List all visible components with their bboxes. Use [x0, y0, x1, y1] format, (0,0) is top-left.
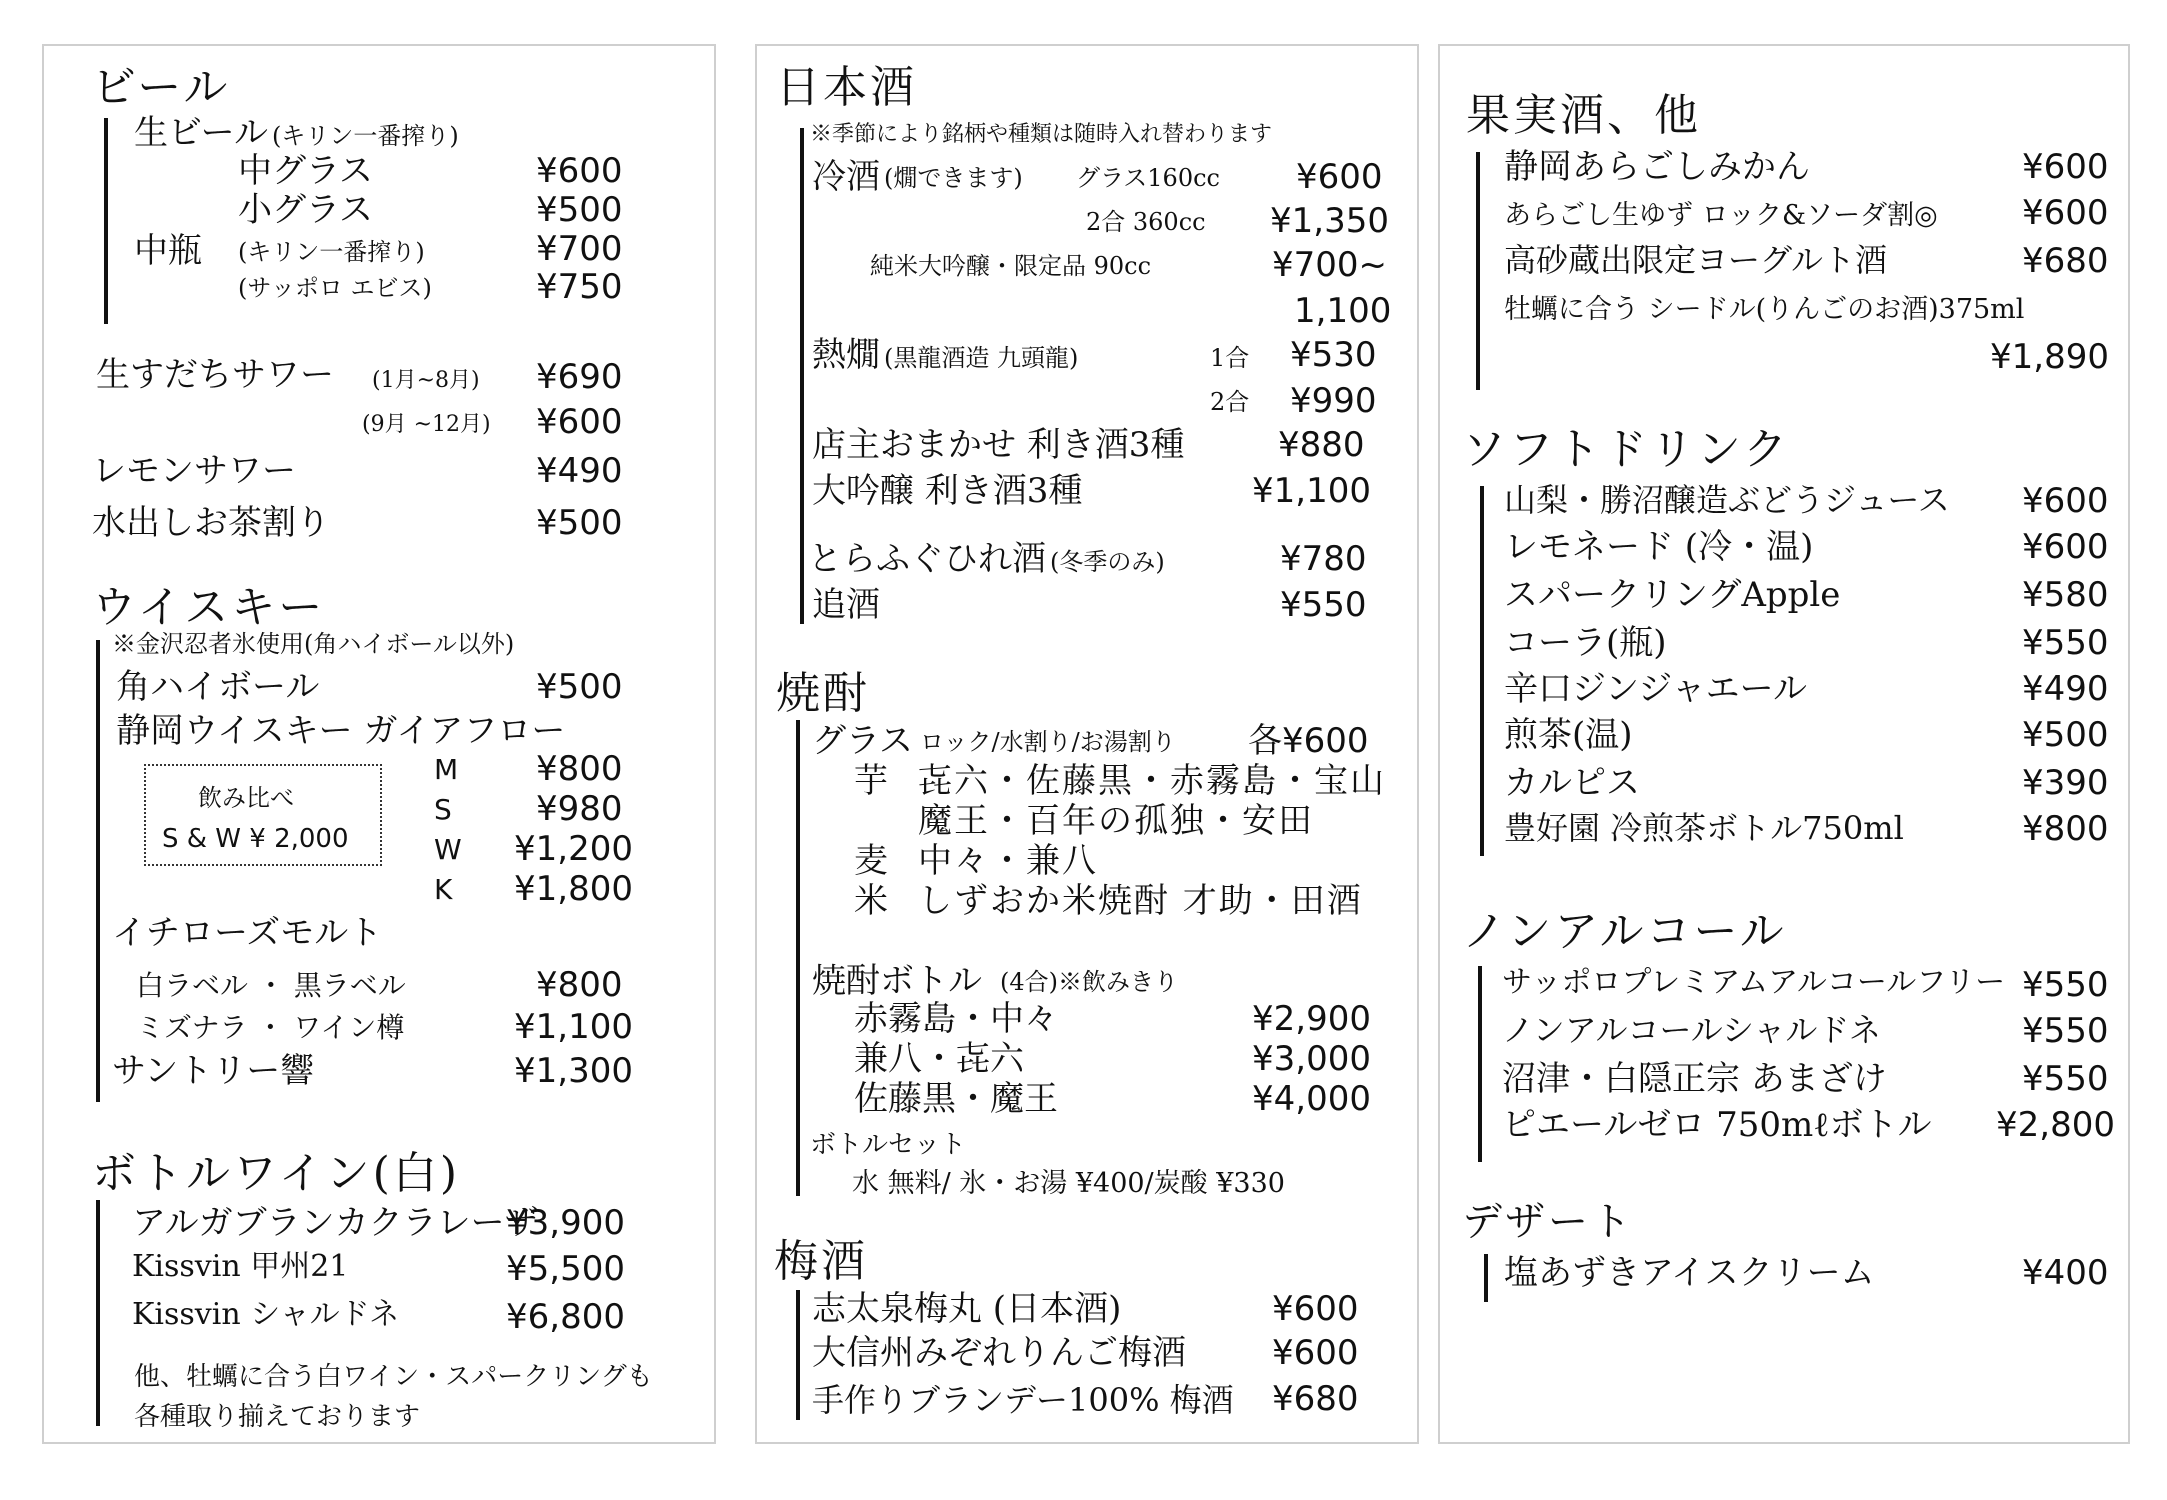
- item-name: グラス: [812, 721, 913, 761]
- item-detail: 㐂六・佐藤黒・赤霧島・宝山: [918, 761, 1386, 801]
- item-category: 芋: [854, 761, 888, 801]
- item-price: ¥600: [2022, 481, 2109, 521]
- item-price: ¥600: [1272, 1289, 1359, 1329]
- item-price: ¥2,900: [1252, 999, 1371, 1039]
- item-note: (黒龍酒造 九頭龍): [884, 344, 1079, 372]
- section-title-umeshu: 梅酒: [774, 1236, 868, 1287]
- item-name: 焼酎ボトル: [812, 961, 982, 1001]
- item-price: ¥800: [2022, 809, 2109, 849]
- item-price: ¥490: [536, 451, 623, 491]
- section-bar: [104, 118, 108, 324]
- item-name: 熱燗: [812, 335, 880, 375]
- item-note: (4合)※飲みきり: [1000, 968, 1178, 996]
- item-price: ¥990: [1290, 381, 1377, 421]
- item-price: ¥600: [2022, 193, 2109, 233]
- item-price: ¥550: [2022, 623, 2109, 663]
- item-name: 静岡ウイスキー ガイアフロー: [116, 711, 566, 751]
- item-name: 生すだちサワー: [96, 355, 334, 395]
- item-price-continued: 1,100: [1294, 291, 1392, 331]
- item-name: 小グラス: [238, 190, 373, 230]
- item-name: 中瓶: [134, 231, 202, 271]
- item-detail: しずおか米焼酎 才助・田酒: [918, 881, 1363, 921]
- item-note: ロック/水割り/お湯割り: [920, 728, 1176, 756]
- section-bar: [96, 640, 100, 1102]
- wine-footnote: 他、牡蠣に合う白ワイン・スパークリングも: [134, 1362, 653, 1392]
- item-name: ミズナラ ・ ワイン樽: [136, 1011, 405, 1044]
- item-size: グラス160cc: [1076, 164, 1220, 192]
- section-bar: [1480, 486, 1484, 856]
- item-price: ¥6,800: [506, 1297, 625, 1337]
- section-bar: [796, 1290, 800, 1420]
- item-name: アルガブランカクラレーザ: [132, 1203, 539, 1243]
- item-name: 水出しお茶割り: [92, 503, 330, 543]
- item-size: 2合: [1210, 388, 1250, 416]
- item-price: ¥490: [2022, 669, 2109, 709]
- item-price: ¥3,000: [1252, 1039, 1371, 1079]
- item-name: ピエールゼロ 750mℓボトル: [1502, 1105, 1932, 1145]
- item-name: Kissvin 甲州21: [132, 1249, 349, 1284]
- item-price: ¥1,100: [1252, 471, 1371, 511]
- item-price: ¥500: [536, 667, 623, 707]
- item-name: とらふぐひれ酒: [808, 539, 1046, 579]
- item-price: ¥4,000: [1252, 1079, 1371, 1119]
- item-price: ¥2,800: [1996, 1105, 2115, 1145]
- item-note: (燗できます): [884, 164, 1023, 192]
- item-price: ¥1,300: [514, 1051, 633, 1091]
- bottle-set-detail: 水 無料/ 氷・お湯 ¥400/炭酸 ¥330: [852, 1168, 1285, 1199]
- item-name: 冷酒: [812, 157, 880, 197]
- item-name: 店主おまかせ 利き酒3種: [812, 425, 1185, 465]
- item-price: ¥780: [1280, 539, 1367, 579]
- section-bar: [1478, 966, 1482, 1162]
- item-name: 生ビール: [134, 113, 268, 153]
- item-note: (冬季のみ): [1050, 548, 1165, 576]
- item-price: ¥1,350: [1270, 201, 1389, 241]
- item-price: ¥700: [536, 229, 623, 269]
- section-bar: [96, 1200, 100, 1426]
- item-name: サントリー響: [112, 1051, 315, 1091]
- item-price: ¥1,100: [514, 1007, 633, 1047]
- item-name: 高砂蔵出限定ヨーグルト酒: [1504, 241, 1888, 279]
- item-price: ¥880: [1278, 425, 1365, 465]
- item-name: 兼八・㐂六: [854, 1039, 1024, 1079]
- item-price: ¥500: [2022, 715, 2109, 755]
- item-name: 大信州みぞれりんご梅酒: [812, 1333, 1186, 1373]
- item-note: (9月 ~12月): [362, 412, 491, 437]
- item-price: ¥550: [2022, 1011, 2109, 1051]
- item-name: レモンサワー: [92, 451, 296, 491]
- item-price: ¥690: [536, 357, 623, 397]
- item-name: ノンアルコールシャルドネ: [1502, 1011, 1882, 1049]
- item-price: ¥580: [2022, 575, 2109, 615]
- item-size: 2合 360cc: [1086, 208, 1206, 236]
- item-price: ¥390: [2022, 763, 2109, 803]
- item-name: 沼津・白隠正宗 あまざけ: [1502, 1059, 1887, 1099]
- item-note: (キリン一番搾り): [272, 122, 459, 150]
- item-price: ¥1,890: [1990, 337, 2109, 377]
- section-title-dessert: デザート: [1462, 1199, 1634, 1245]
- section-bar: [800, 128, 804, 624]
- tasting-set-price: S & W ¥ 2,000: [162, 824, 349, 854]
- section-note: ※金沢忍者氷使用(角ハイボール以外): [112, 630, 515, 658]
- item-price: ¥5,500: [506, 1249, 625, 1289]
- section-bar: [1476, 152, 1480, 390]
- item-name: 静岡あらごしみかん: [1504, 147, 1810, 187]
- item-size: 純米大吟醸・限定品 90cc: [870, 252, 1152, 280]
- item-note: (サッポロ エビス): [238, 274, 432, 302]
- item-price: ¥800: [536, 749, 623, 789]
- item-name: コーラ(瓶): [1504, 623, 1667, 663]
- item-note: (1月~8月): [372, 368, 480, 393]
- item-name: レモネード (冷・温): [1504, 527, 1814, 567]
- item-price: ¥700~: [1272, 245, 1388, 285]
- item-name: 手作りブランデー100% 梅酒: [812, 1381, 1234, 1419]
- item-price: ¥550: [2022, 1059, 2109, 1099]
- item-name: 豊好園 冷煎茶ボトル750ml: [1504, 809, 1904, 847]
- item-price: ¥600: [1296, 157, 1383, 197]
- item-price: ¥600: [1272, 1333, 1359, 1373]
- tasting-set-label: 飲み比べ: [198, 784, 294, 812]
- wine-footnote: 各種取り揃えております: [134, 1402, 421, 1432]
- item-name: カルピス: [1504, 763, 1640, 803]
- size-label: W: [434, 833, 462, 866]
- item-price: ¥1,800: [514, 869, 633, 909]
- section-title-shochu: 焼酎: [776, 668, 870, 719]
- item-price: ¥500: [536, 503, 623, 543]
- item-name: 白ラベル ・ 黒ラベル: [136, 969, 406, 1002]
- item-name: 角ハイボール: [116, 667, 320, 707]
- section-note: ※季節により銘柄や種類は随時入れ替わります: [810, 122, 1273, 147]
- item-price: ¥600: [536, 402, 623, 442]
- item-name: 煎茶(温): [1504, 715, 1633, 755]
- item-price: ¥500: [536, 190, 623, 230]
- item-price: ¥600: [2022, 527, 2109, 567]
- item-name: 牡蠣に合う シードル(りんごのお酒)375ml: [1504, 294, 2025, 325]
- item-name: 辛口ジンジャエール: [1504, 669, 1807, 709]
- item-detail: 魔王・百年の孤独・安田: [918, 801, 1314, 841]
- item-price: 各¥600: [1248, 721, 1369, 761]
- size-label: K: [434, 873, 453, 906]
- item-name: 追酒: [812, 585, 880, 625]
- item-name: イチローズモルト: [112, 913, 383, 953]
- item-note: (キリン一番搾り): [238, 238, 425, 266]
- item-size: 1合: [1210, 344, 1250, 372]
- section-title-wine: ボトルワイン(白): [92, 1148, 461, 1199]
- section-title-soft-drinks: ソフトドリンク: [1462, 424, 1791, 475]
- item-price: ¥800: [536, 965, 623, 1005]
- item-name: スパークリングApple: [1504, 575, 1841, 615]
- item-price: ¥550: [1280, 585, 1367, 625]
- item-name: サッポロプレミアムアルコールフリー: [1502, 965, 2006, 1000]
- section-title-beer: ビール: [92, 62, 231, 113]
- item-name: 中グラス: [238, 151, 373, 191]
- item-price: ¥530: [1290, 335, 1377, 375]
- section-bar: [796, 720, 800, 1196]
- item-name: 佐藤黒・魔王: [854, 1079, 1058, 1119]
- item-detail: 中々・兼八: [918, 841, 1098, 881]
- item-price: ¥550: [2022, 965, 2109, 1005]
- item-name: 大吟醸 利き酒3種: [812, 471, 1083, 511]
- size-label: S: [434, 793, 452, 826]
- item-name: 志太泉梅丸 (日本酒): [812, 1289, 1122, 1329]
- item-price: ¥680: [1272, 1379, 1359, 1419]
- item-price: ¥3,900: [506, 1203, 625, 1243]
- section-title-non-alcohol: ノンアルコール: [1462, 906, 1787, 957]
- item-name: あらごし生ゆず ロック&ソーダ割◎: [1504, 200, 1938, 231]
- item-category: 米: [854, 881, 888, 921]
- item-category: 麦: [854, 841, 888, 881]
- section-title-whisky: ウイスキー: [92, 582, 326, 633]
- item-name: Kissvin シャルドネ: [132, 1297, 400, 1332]
- item-price: ¥600: [2022, 147, 2109, 187]
- item-price: ¥400: [2022, 1253, 2109, 1293]
- item-name: 山梨・勝沼醸造ぶどうジュース: [1504, 481, 1950, 519]
- section-title-fruit-liqueur: 果実酒、他: [1466, 90, 1701, 141]
- section-title-sake: 日本酒: [776, 62, 917, 113]
- size-label: M: [434, 753, 459, 786]
- item-price: ¥980: [536, 789, 623, 829]
- item-price: ¥680: [2022, 241, 2109, 281]
- item-name: 赤霧島・中々: [854, 999, 1058, 1039]
- item-name: 塩あずきアイスクリーム: [1504, 1253, 1875, 1293]
- bottle-set-label: ボトルセット: [810, 1130, 967, 1160]
- item-price: ¥750: [536, 267, 623, 307]
- item-price: ¥1,200: [514, 829, 633, 869]
- section-bar: [1484, 1254, 1488, 1302]
- item-price: ¥600: [536, 151, 623, 191]
